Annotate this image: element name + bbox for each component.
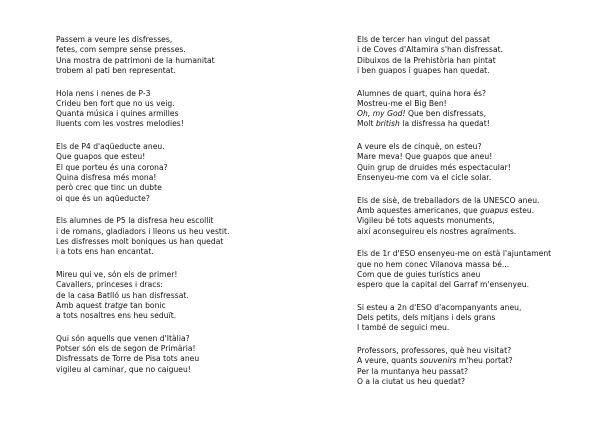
- poem-line: [56, 237, 306, 247]
- poem-line: [357, 216, 600, 226]
- line-text: oi que és un aqüeducte?: [56, 193, 150, 203]
- poem-line: [56, 99, 306, 109]
- line-text: Que ben disfressats,: [405, 109, 487, 119]
- poem-stanza: [357, 35, 600, 76]
- poem-line: [56, 109, 306, 119]
- poem-line: [56, 183, 306, 193]
- poem-stanza: [56, 35, 306, 76]
- poem-line: [357, 99, 600, 109]
- line-text: Els de sisè, de treballadors de la UNESCO aneu.: [357, 195, 540, 205]
- line-text: A veure, quants: [357, 356, 420, 366]
- poem-line: [357, 35, 600, 45]
- line-text: Qui són aquells que venen d'Itàlia?: [56, 333, 190, 343]
- line-text: Quina disfresa més mona!: [56, 173, 157, 183]
- poem-line: [56, 311, 306, 321]
- poem-line: [357, 227, 600, 237]
- poem-line: [357, 163, 600, 173]
- poem-stanza: [56, 334, 306, 375]
- poem-line: [56, 194, 306, 204]
- line-text: i de romans, gladiadors i lleons us heu vestit.: [56, 226, 230, 236]
- poem-line: [357, 356, 600, 366]
- poem-line: [357, 377, 600, 387]
- poem-line: [357, 173, 600, 183]
- italic-text: Oh, my God!: [357, 109, 406, 119]
- line-text: Com que de guies turístics aneu: [357, 269, 481, 279]
- poem-line: [357, 346, 600, 356]
- poem-stanza: [56, 89, 306, 130]
- line-text: però crec que tinc un dubte: [56, 183, 162, 193]
- poem-line: [357, 142, 600, 152]
- italic-text: tratge: [104, 300, 128, 310]
- poem-line: [56, 270, 306, 280]
- poem-stanza: [357, 89, 600, 130]
- line-text: Vigileu bé tots aquests monuments,: [357, 216, 495, 226]
- line-text: la disfressa ha quedat!: [399, 119, 490, 129]
- line-text: Els alumnes de P5 la disfresa heu escollit: [56, 216, 214, 226]
- poem-line: [56, 365, 306, 375]
- line-text: m'heu portat?: [456, 356, 513, 366]
- line-text: Una mostra de patrimoni de la humanitat: [56, 55, 215, 65]
- poem-line: [56, 142, 306, 152]
- poem-line: [56, 334, 306, 344]
- line-text: El que porteu és una corona?: [56, 162, 168, 172]
- poem-line: [56, 35, 306, 45]
- poem-line: [56, 247, 306, 257]
- line-text: I també de seguici meu.: [357, 323, 450, 333]
- poem-line: [56, 66, 306, 76]
- poem-line: [357, 152, 600, 162]
- poem-stanza: [357, 196, 600, 237]
- poem-line: [357, 367, 600, 377]
- poem-line: [56, 89, 306, 99]
- poem-line: [56, 56, 306, 66]
- line-text: Per la muntanya heu passat?: [357, 366, 469, 376]
- line-text: i ben guapos i guapes han quedat.: [357, 65, 490, 75]
- line-text: de la casa Batlló us han disfressat.: [56, 290, 189, 300]
- line-text: Molt: [357, 119, 376, 129]
- line-text: que no hem conec Vilanova massa bé...: [357, 259, 510, 269]
- line-text: Hola nens i nenes de P-3: [56, 88, 151, 98]
- line-text: A veure els de cinquè, on esteu?: [357, 142, 482, 152]
- line-text: i de Coves d'Altamira s'han disfressat.: [357, 45, 504, 55]
- poem-line: [56, 280, 306, 290]
- poem-line: [357, 119, 600, 129]
- poem-line: [56, 119, 306, 129]
- poem-stanza: [56, 142, 306, 204]
- poem-line: [357, 206, 600, 216]
- poem-line: [357, 303, 600, 313]
- poem-line: [357, 89, 600, 99]
- italic-text: souvenirs: [419, 356, 457, 366]
- poem-line: [357, 260, 600, 270]
- line-text: Potser són els de segon de Primària!: [56, 344, 196, 354]
- right-poem-column: [357, 35, 600, 400]
- poem-stanza: [357, 346, 600, 387]
- poem-line: [56, 291, 306, 301]
- poem-line: [56, 173, 306, 183]
- line-text: Mostreu-me el Big Ben!: [357, 98, 447, 108]
- poem-line: [357, 280, 600, 290]
- poem-stanza: [357, 303, 600, 334]
- line-text: Amb aquestes americanes, que: [357, 206, 481, 216]
- line-text: Si esteu a 2n d'ESO d'acompanyants aneu,: [357, 302, 522, 312]
- line-text: O a la ciutat us heu quedat?: [357, 377, 465, 387]
- poem-line: [357, 270, 600, 280]
- line-text: Mare meva! Que guapos que aneu!: [357, 152, 493, 162]
- line-text: vigileu al caminar, que no caigueu!: [56, 364, 191, 374]
- poem-stanza: [56, 216, 306, 257]
- line-text: Quanta música i quines armilles: [56, 109, 179, 119]
- line-text: Quin grup de druides més espectacular!: [357, 162, 511, 172]
- poem-line: [357, 109, 600, 119]
- line-text: Els de P4 d'aqüeducte aneu.: [56, 142, 165, 152]
- poem-line: [357, 56, 600, 66]
- line-text: Professors, professores, què heu visitat?: [357, 346, 512, 356]
- poem-stanza: [357, 142, 600, 183]
- line-text: trobem al pati ben representat.: [56, 65, 176, 75]
- line-text: espero que la capital del Garraf m'ensenyeu.: [357, 280, 530, 290]
- line-text: i a tots ens han encantat.: [56, 247, 154, 257]
- line-text: esteu.: [508, 206, 535, 216]
- left-poem-column: [56, 35, 306, 387]
- line-text: Cavallers, princeses i dracs:: [56, 280, 163, 290]
- poem-line: [56, 354, 306, 364]
- italic-text: british: [375, 119, 400, 129]
- line-text: Disfressats de Torre de Pisa tots aneu: [56, 354, 200, 364]
- line-text: Les disfresses molt boniques us han quedat: [56, 236, 224, 246]
- line-text: tan bonic: [127, 300, 166, 310]
- line-text: Alumnes de quart, quina hora és?: [357, 88, 487, 98]
- line-text: fetes, com sempre sense presses.: [56, 45, 186, 55]
- line-text: Els de tercer han vingut del passat: [357, 35, 491, 44]
- italic-text: guapus: [480, 206, 509, 216]
- line-text: Amb aquest: [56, 300, 105, 310]
- line-text: Ensenyeu-me com va el cicle solar.: [357, 173, 492, 183]
- line-text: Crideu ben fort que no us veig.: [56, 98, 175, 108]
- poem-line: [56, 152, 306, 162]
- poem-line: [357, 249, 600, 259]
- poem-line: [357, 45, 600, 55]
- poem-line: [56, 301, 306, 311]
- poem-line: [56, 45, 306, 55]
- line-text: Passem a veure les disfresses,: [56, 35, 173, 44]
- poem-line: [357, 196, 600, 206]
- line-text: lluents com les vostres melodies!: [56, 119, 184, 129]
- line-text: Els de 1r d'ESO ensenyeu-me on està l'ajuntament: [357, 249, 552, 259]
- poem-line: [357, 323, 600, 333]
- line-text: Que guapos que esteu!: [56, 152, 146, 162]
- poem-line: [357, 66, 600, 76]
- poem-line: [56, 216, 306, 226]
- line-text: així aconseguireu els nostres agraïments.: [357, 226, 517, 236]
- line-text: Dels petits, dels mitjans i dels grans: [357, 313, 496, 323]
- poem-stanza: [56, 270, 306, 321]
- line-text: Dibuixos de la Prehistòria han pintat: [357, 55, 496, 65]
- line-text: a tots nosaltres ens heu seduït.: [56, 311, 177, 321]
- poem-line: [56, 344, 306, 354]
- poem-line: [357, 313, 600, 323]
- line-text: Mireu qui ve, són els de primer!: [56, 269, 178, 279]
- poem-line: [56, 163, 306, 173]
- poem-line: [56, 227, 306, 237]
- poem-stanza: [357, 249, 600, 290]
